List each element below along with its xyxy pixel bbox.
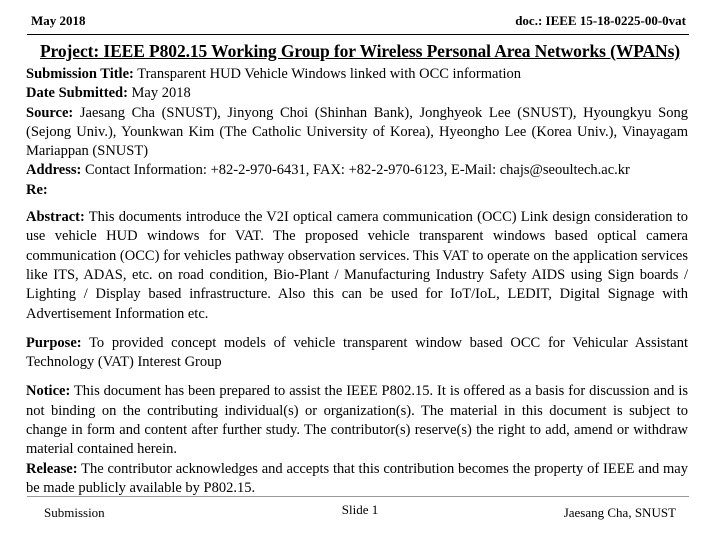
- source-value: Jaesang Cha (SNUST), Jinyong Choi (Shinhan Bank), Jonghyeok Lee (SNUST), Hyoungkyu Song (Sejong Univ.), Younkwan Kim (The Catholic University of Korea), Hyeongho Lee (Korea Univ.), Vinayagam Mariappan (SNUST): [26, 104, 688, 160]
- header-doc-id: doc.: IEEE 15-18-0225-00-0vat: [515, 13, 686, 28]
- abstract-label: Abstract:: [26, 209, 85, 226]
- address-label: Address:: [26, 162, 82, 179]
- date-submitted-label: Date Submitted:: [26, 85, 128, 102]
- document-body: [26, 65, 688, 498]
- footer-author: Jaesang Cha, SNUST: [563, 505, 676, 520]
- release-label: Release:: [26, 460, 78, 477]
- notice-field: [26, 382, 688, 459]
- purpose-label: Purpose:: [26, 334, 82, 351]
- re-label: Re:: [26, 181, 48, 198]
- notice-label: Notice:: [26, 383, 71, 400]
- date-submitted-field: [26, 84, 688, 103]
- slide-number: Slide 1: [341, 502, 379, 517]
- abstract-field: [26, 208, 688, 324]
- date-submitted-value: May 2018: [131, 85, 191, 102]
- address-value: Contact Information: +82-2-970-6431, FAX: +82-2-970-6123, E-Mail: chajs@seoultech.ac.kr: [84, 162, 630, 179]
- purpose-field: [26, 334, 688, 373]
- source-field: [26, 104, 688, 162]
- submission-title-label: Submission Title:: [26, 66, 134, 82]
- notice-value: This document has been prepared to assist the IEEE P802.15. It is offered as a basis for discussion and is not binding on the contributing individual(s) or organization(s). The material in this document is subject to change in form and content after further study. The contributor(s) reserve(s) the right to add, amend or withdraw material contained herein.: [26, 383, 688, 458]
- release-value: The contributor acknowledges and accepts that this contribution becomes the property of IEEE and may be made publicly available by P802.15.: [26, 460, 688, 496]
- purpose-value: To provided concept models of vehicle transparent window based OCC for Vehicular Assistant Technology (VAT) Interest Group: [26, 334, 688, 371]
- header-date: May 2018: [31, 13, 86, 28]
- submission-title-value: Transparent HUD Vehicle Windows linked with OCC information: [137, 66, 522, 82]
- footer-submission: Submission: [44, 505, 105, 520]
- address-field: [26, 161, 688, 180]
- re-field: [26, 181, 688, 200]
- release-field: [26, 460, 688, 499]
- header-divider: [27, 34, 689, 35]
- source-label: Source:: [26, 104, 74, 121]
- footer-divider: [27, 496, 689, 497]
- page-title: Project: IEEE P802.15 Working Group for Wireless Personal Area Networks (WPANs): [39, 41, 681, 61]
- abstract-value: This documents introduce the V2I optical camera communication (OCC) Link design consideration to use vehicle HUD windows for VAT. The proposed vehicle transparent windows based optical camera communication (OCC) for vehicles pathway observation services. This VAT to operate on the application services like ITS, ADAS, etc. on road condition, Bio-Plant / Manufacturing Industry Safety AIDS using Sign boards / Lighting / Display based infrastructure. Also this can be used for IoT/IoL, LEDIT, Digital Signage with Advertisement Information etc.: [26, 209, 688, 322]
- submission-title-field: [26, 65, 688, 84]
